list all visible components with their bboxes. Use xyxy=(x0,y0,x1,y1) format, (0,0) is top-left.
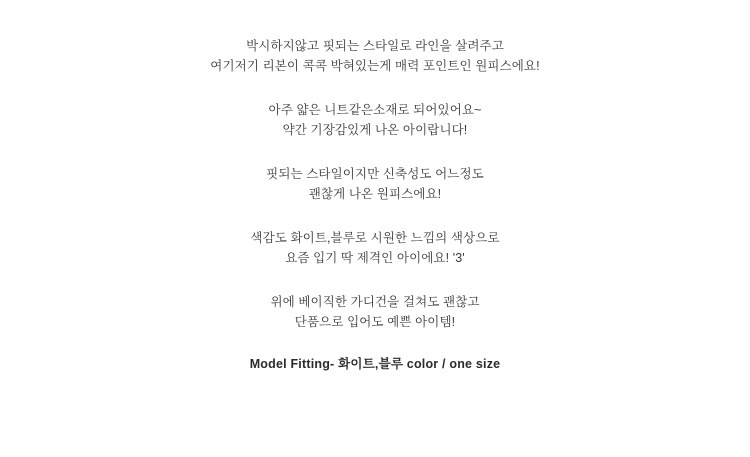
description-line: 위에 베이직한 가디건을 걸쳐도 괜찮고 xyxy=(270,295,480,309)
paragraph-intro xyxy=(0,36,750,76)
description-line: 아주 얇은 니트같은소재로 되어있어요~ xyxy=(268,103,482,117)
description-line: 박시하지않고 핏되는 스타일로 라인을 살려주고 xyxy=(246,39,504,53)
description-line: 약간 기장감있게 나온 아이랍니다! xyxy=(282,123,468,137)
description-line: 요즘 입기 딱 제격인 아이에요! '3' xyxy=(285,251,465,265)
paragraph-fit xyxy=(0,164,750,204)
paragraph-color xyxy=(0,228,750,268)
model-fitting-text: Model Fitting- 화이트,블루 color / one size xyxy=(249,357,501,371)
description-line: 괜찮게 나온 원피스에요! xyxy=(308,187,442,201)
paragraph-material xyxy=(0,100,750,140)
description-content xyxy=(0,36,750,398)
description-line: 여기저기 리본이 콕콕 박혀있는게 매력 포인트인 원피스에요! xyxy=(210,59,540,73)
description-line: 단품으로 입어도 예쁜 아이템! xyxy=(294,315,456,329)
paragraph-styling xyxy=(0,292,750,332)
model-fitting-info xyxy=(0,354,750,374)
description-line: 핏되는 스타일이지만 신축성도 어느정도 xyxy=(266,167,484,181)
description-line: 색감도 화이트,블루로 시원한 느낌의 색상으로 xyxy=(250,231,500,245)
